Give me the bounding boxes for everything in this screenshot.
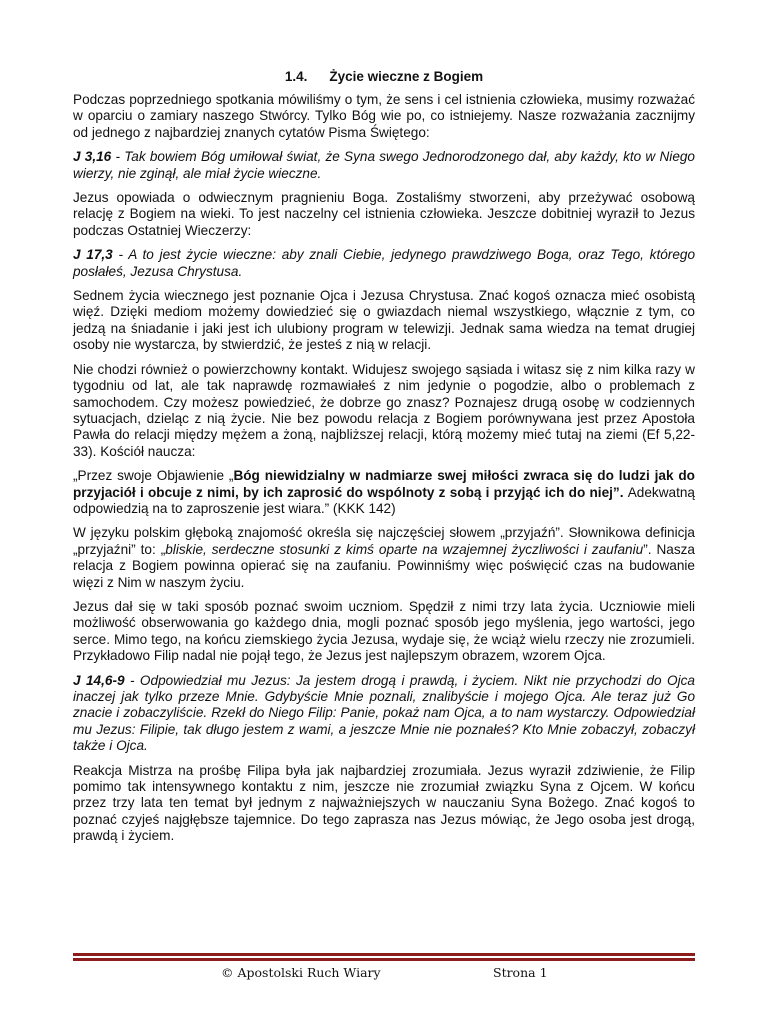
footer-rule-top: [73, 953, 695, 956]
paragraph-7: Reakcja Mistrza na prośbę Filipa była jak najbardziej zrozumiała. Jezus wyraził zdziwienie, że Filip pomimo tak intensywnego kontaktu z nim, jeszcze nie zrozumiał związku Syna z Ojcem. W końcu przez trzy lata ten temat był jednym z najważniejszych w nauczaniu Syna Bożego. Znać kogoś to poznać czyjeś najgłębsze tajemnice. Do tego zaprasza nas Jezus mówiąc, że Jego osoba jest drogą, prawdą i życiem.: [73, 762, 695, 844]
quote-j-14-6-9: [73, 673, 695, 755]
quote-text: - Tak bowiem Bóg umiłował świat, że Syna swego Jednorodzonego dał, aby każdy, kto w Niego wierzy, nie zginął, ale miał życie wieczne.: [73, 149, 695, 181]
p5-b: ”. Nasza relacja z Bogiem powinna opierać się na zaufaniu. Powinniśmy więc poświęcić czas na budowanie więzi z Nim w naszym życiu.: [73, 541, 695, 590]
quote-text: - A to jest życie wieczne: aby znali Ciebie, jedynego prawdziwego Boga, oraz Tego, którego posłałeś, Jezusa Chrystusa.: [73, 247, 696, 279]
paragraph-intro: Podczas poprzedniego spotkania mówiliśmy o tym, że sens i cel istnienia człowieka, musimy rozważać w oparciu o zamiary naszego Stwórcy. Tylko Bóg wie po, co istniejemy. Nasze rozważania zacznijmy od jednego z najbardziej znanych cytatów Pisma Świętego:: [73, 92, 695, 140]
paragraph-2: Jezus opowiada o odwiecznym pragnieniu Boga. Zostaliśmy stworzeni, aby przeżywać osobową relację z Bogiem na wieki. To jest naczelny cel istnienia człowieka. Jeszcze dobitniej wyraził to Jezus podczas Ostatniej Wieczerzy:: [73, 190, 695, 238]
p5-definition: bliskie, serdeczne stosunki z kimś oparte na wzajemnej życzliwości i zaufaniu: [165, 541, 644, 557]
kkk-mid: ”.: [612, 484, 628, 500]
footer-copyright: © Apostolski Ruch Wiary: [221, 965, 381, 980]
p5-a: W języku polskim głęboką znajomość określa się najczęściej słowem „przyjaźń”. Słownikowa definicja „przyjaźni” to: „: [73, 525, 695, 557]
quote-ref: J 14,6-9: [73, 672, 125, 688]
footer-page-number: Strona 1: [493, 965, 548, 980]
paragraph-3: Sednem życia wiecznego jest poznanie Ojca i Jezusa Chrystusa. Znać kogoś oznacza mieć osobistą więź. Dzięki mediom możemy dowiedzieć się o gwiazdach niemal wszystkiego, włącznie z tym, co jedzą na śniadanie i jaki jest ich ulubiony program w telewizji. Jednak sama wiedza na temat drugiej osoby nie wystarcza, by stwierdzić, że jesteś z nią w relacji.: [73, 288, 695, 353]
section-title: Życie wieczne z Bogiem: [329, 69, 484, 84]
paragraph-6: Jezus dał się w taki sposób poznać swoim uczniom. Spędził z nimi trzy lata życia. Uczniowie mieli możliwość obserwowania go każdego dnia, mogli poznać sposób jego myślenia, jego wartości, jego serce. Mimo tego, na końcu ziemskiego życia Jezusa, wydaje się, że wciąż wielu rzeczy nie zrozumieli. Przykładowo Filip nadal nie pojął tego, że Jezus jest najlepszym obrazem, wzorem Ojca.: [73, 598, 695, 664]
document-body: [73, 68, 695, 853]
footer-rule-bottom: [73, 958, 695, 961]
kkk-open: „Przez swoje Objawienie „: [73, 468, 234, 484]
kkk-quote: [73, 468, 695, 517]
section-number: 1.4.: [284, 69, 308, 84]
page-footer: [73, 965, 695, 983]
quote-j-3-16: [73, 149, 695, 182]
quote-text: - Odpowiedział mu Jezus: Ja jestem drogą i prawdą, i życiem. Nikt nie przychodzi do Ojca inaczej jak tylko przeze Mnie. Gdybyście Mnie poznali, znalibyście i mojego Ojca. Ale teraz już Go znacie i zobaczyliście. Rzekł do Niego Filip: Panie, pokaż nam Ojca, a to nam wystarczy. Odpowiedział mu Jezus: Filipie, tak długo jestem z wami, a jeszcze Mnie nie poznałeś? Kto Mnie zobaczył, zobaczył także i Ojca.: [73, 672, 695, 754]
section-heading: [73, 68, 695, 85]
quote-j-17-3: [73, 247, 695, 280]
kkk-rest: Adekwatną odpowiedzią na to zaproszenie jest wiara.” (KKK 142): [73, 484, 695, 516]
quote-ref: J 17,3: [73, 247, 113, 263]
quote-ref: J 3,16: [73, 149, 112, 165]
kkk-bold: Bóg niewidzialny w nadmiarze swej miłości zwraca się do ludzi jak do przyjaciół i obcuje z nimi, by ich zaprosić do wspólnoty z sobą i przyjąć ich do niej: [73, 468, 695, 500]
paragraph-4: Nie chodzi również o powierzchowny kontakt. Widujesz swojego sąsiada i witasz się z nim kilka razy w tygodniu od lat, ale tak naprawdę rozmawiałeś z nim jedynie o pogodzie, albo o problemach z samochodem. Czy możesz powiedzieć, że dobrze go znasz? Poznajesz drugą osobę w codziennych sytuacjach, dzieląc z nią życie. Nie bez powodu relacja z Bogiem porównywana jest przez Apostoła Pawła do relacji między mężem a żoną, najbliższej relacji, którą możemy mieć tutaj na ziemi (Ef 5,22-33). Kościół naucza:: [73, 361, 695, 459]
paragraph-5: [73, 525, 695, 591]
